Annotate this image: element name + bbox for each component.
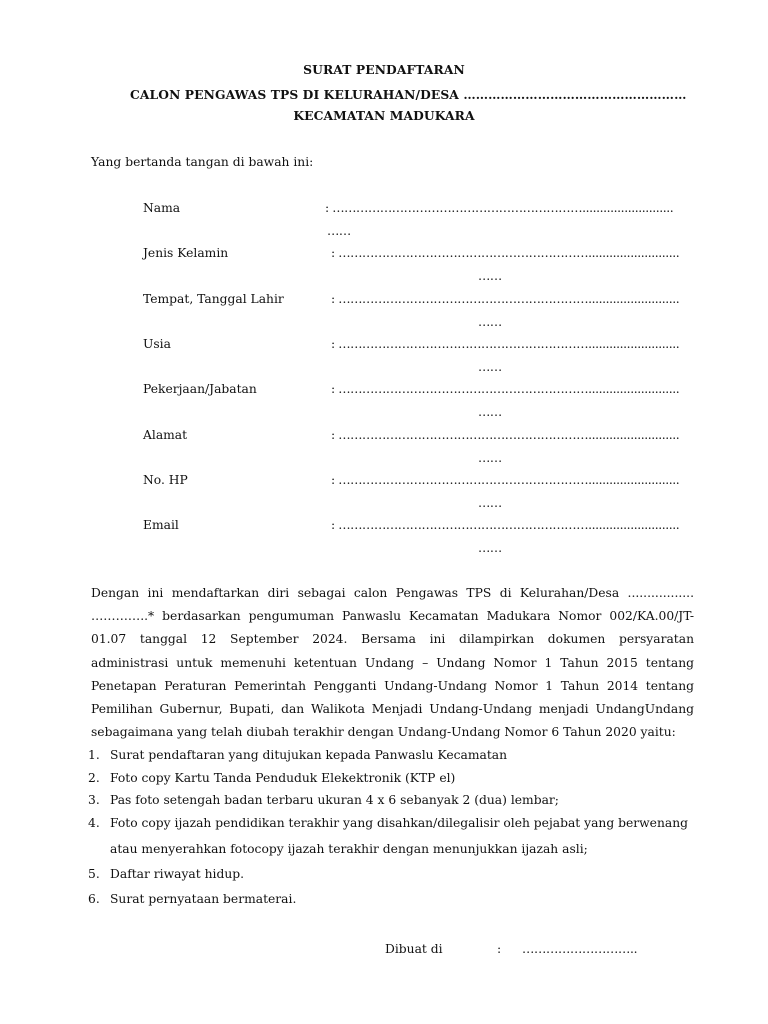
- signature-place-value[interactable]: ………………………..: [522, 942, 638, 956]
- field-cont-jenis-kelamin: ……: [478, 269, 502, 283]
- paragraph-line: Penetapan Peraturan Pemerintah Pengganti Undang-Undang Nomor 1 Tahun 2014 tentang: [91, 679, 694, 693]
- paragraph-line: Dengan ini mendaftarkan diri sebagai calon Pengawas TPS di Kelurahan/Desa .................: [91, 586, 694, 600]
- field-cont-tempat-tanggal-lahir: ……: [478, 315, 502, 329]
- field-value-email[interactable]: : ………………………………………………………..........................: [331, 518, 680, 532]
- field-cont-alamat: ……: [478, 451, 502, 465]
- paragraph-line: …………..* berdasarkan pengumuman Panwaslu Kecamatan Madukara Nomor 002/KA.00/JT-: [91, 609, 694, 623]
- list-item: Surat pernyataan bermaterai.: [110, 892, 297, 906]
- list-item: Surat pendaftaran yang ditujukan kepada Panwaslu Kecamatan: [110, 748, 508, 762]
- field-value-no-hp[interactable]: : ………………………………………………………..........................: [331, 473, 680, 487]
- document-title: SURAT PENDAFTARAN: [303, 62, 465, 77]
- opening-statement: Yang bertanda tangan di bawah ini:: [91, 155, 314, 169]
- list-item-number: 6.: [88, 892, 100, 906]
- list-item-number: 2.: [88, 771, 100, 785]
- document-district: KECAMATAN MADUKARA: [293, 108, 475, 123]
- signature-place-label: Dibuat di: [385, 942, 443, 956]
- field-label-email: Email: [143, 518, 179, 532]
- field-cont-email: ……: [478, 541, 502, 555]
- field-cont-usia: ……: [478, 360, 502, 374]
- field-label-alamat: Alamat: [143, 428, 188, 442]
- field-value-usia[interactable]: : ………………………………………………………..........................: [331, 337, 680, 351]
- field-value-tempat-tanggal-lahir[interactable]: : ………………………………………………………..........................: [331, 292, 680, 306]
- list-item-number: 4.: [88, 816, 100, 830]
- field-label-nama: Nama: [143, 201, 181, 215]
- field-value-alamat[interactable]: : ………………………………………………………..........................: [331, 428, 680, 442]
- list-item-number: 5.: [88, 867, 100, 881]
- list-item-number: 3.: [88, 793, 100, 807]
- field-cont-pekerjaan-jabatan: ……: [478, 405, 502, 419]
- list-item: Daftar riwayat hidup.: [110, 867, 245, 881]
- paragraph-line: sebagaimana yang telah diubah terakhir dengan Undang-Undang Nomor 6 Tahun 2020 yaitu:: [91, 725, 676, 739]
- field-cont-no-hp: ……: [478, 496, 502, 510]
- field-value-pekerjaan-jabatan[interactable]: : ………………………………………………………..........................: [331, 382, 680, 396]
- list-item: Pas foto setengah badan terbaru ukuran 4 x 6 sebanyak 2 (dua) lembar;: [110, 793, 559, 807]
- paragraph-line: 01.07 tanggal 12 September 2024. Bersama ini dilampirkan dokumen persyaratan: [91, 632, 694, 646]
- paragraph-line: Pemilihan Gubernur, Bupati, dan Walikota Menjadi Undang-Undang menjadi UndangUndang: [91, 702, 694, 716]
- field-label-pekerjaan-jabatan: Pekerjaan/Jabatan: [143, 382, 257, 396]
- list-item-number: 1.: [88, 748, 100, 762]
- field-label-usia: Usia: [143, 337, 171, 351]
- list-item: Foto copy ijazah pendidikan terakhir yang disahkan/dilegalisir oleh pejabat yang berwenang: [110, 816, 689, 830]
- field-cont-nama: ……: [327, 224, 351, 238]
- field-label-tempat-tanggal-lahir: Tempat, Tanggal Lahir: [143, 292, 284, 306]
- list-item: Foto copy Kartu Tanda Penduduk Elekektronik (KTP el): [110, 771, 456, 785]
- signature-place-colon: :: [497, 942, 502, 956]
- field-label-no-hp: No. HP: [143, 473, 188, 487]
- document-subtitle: CALON PENGAWAS TPS DI KELURAHAN/DESA ………………………………………………: [130, 87, 687, 102]
- field-value-jenis-kelamin[interactable]: : ………………………………………………………..........................: [331, 246, 680, 260]
- paragraph-line: administrasi untuk memenuhi ketentuan Undang – Undang Nomor 1 Tahun 2015 tentang: [91, 656, 694, 670]
- field-label-jenis-kelamin: Jenis Kelamin: [143, 246, 229, 260]
- field-value-nama[interactable]: : ………………………………………………………..........................: [325, 201, 674, 215]
- list-item-continuation: atau menyerahkan fotocopy ijazah terakhir dengan menunjukkan ijazah asli;: [110, 842, 588, 856]
